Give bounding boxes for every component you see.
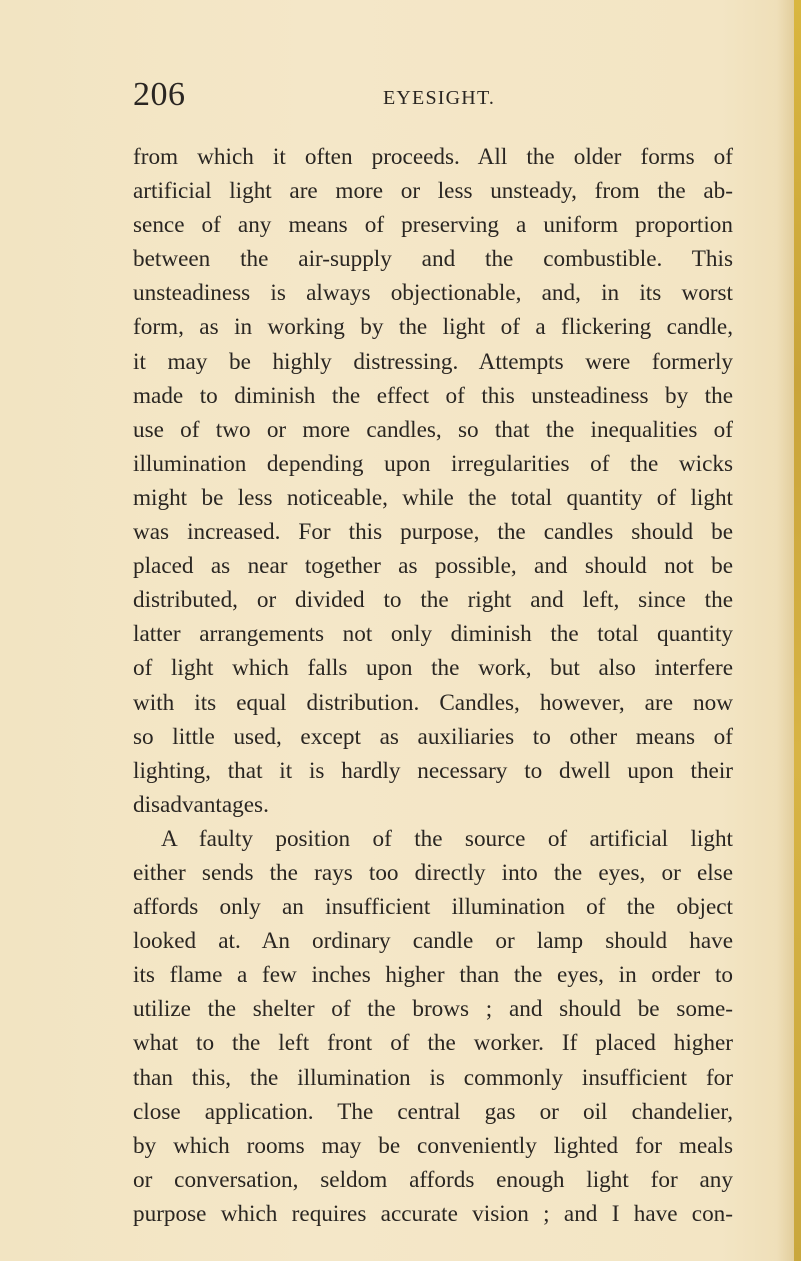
- text-line: might be less noticeable, while the total quantity of light: [133, 484, 733, 511]
- text-line: between the air-supply and the combustible. This: [133, 246, 733, 273]
- text-line: latter arrangements not only diminish the total quantity: [133, 621, 733, 648]
- text-line: of light which falls upon the work, but also interfere: [133, 655, 733, 682]
- text-line: form, as in working by the light of a flickering candle,: [133, 314, 733, 341]
- text-line: artificial light are more or less unsteady, from the ab-: [133, 178, 733, 205]
- text-line: close application. The central gas or oil chandelier,: [133, 1098, 733, 1125]
- text-line: purpose which requires accurate vision ; and I have con-: [133, 1200, 733, 1227]
- text-line: what to the left front of the worker. If placed higher: [133, 1030, 733, 1057]
- text-line: use of two or more candles, so that the inequalities of: [133, 416, 733, 443]
- paragraph-end-line: disadvantages.: [133, 791, 269, 818]
- body-text: [133, 140, 733, 1231]
- text-line: either sends the rays too directly into the eyes, or else: [133, 859, 733, 886]
- text-line: made to diminish the effect of this unsteadiness by the: [133, 382, 733, 409]
- text-line: looked at. An ordinary candle or lamp should have: [133, 928, 733, 955]
- text-line: was increased. For this purpose, the candles should be: [133, 519, 733, 546]
- text-line: its flame a few inches higher than the eyes, in order to: [133, 962, 733, 989]
- text-line: by which rooms may be conveniently lighted for meals: [133, 1132, 733, 1159]
- page-number: 206: [133, 76, 186, 113]
- running-title: EYESIGHT.: [383, 87, 496, 109]
- paragraph-start-line: A faulty position of the source of artificial light: [161, 825, 733, 852]
- text-line: placed as near together as possible, and should not be: [133, 553, 733, 580]
- text-line: or conversation, seldom affords enough light for any: [133, 1166, 733, 1193]
- page-edge: [794, 0, 801, 1261]
- text-line: affords only an insufficient illumination of the object: [133, 894, 733, 921]
- text-line: it may be highly distressing. Attempts were formerly: [133, 348, 733, 375]
- text-line: so little used, except as auxiliaries to other means of: [133, 723, 733, 750]
- text-line: with its equal distribution. Candles, however, are now: [133, 689, 733, 716]
- page-header: [133, 78, 733, 118]
- text-line: from which it often proceeds. All the older forms of: [133, 144, 733, 170]
- text-line: than this, the illumination is commonly insufficient for: [133, 1064, 733, 1091]
- text-line: utilize the shelter of the brows ; and should be some-: [133, 996, 733, 1023]
- text-line: lighting, that it is hardly necessary to dwell upon their: [133, 757, 733, 784]
- text-line: sence of any means of preserving a uniform proportion: [133, 212, 733, 239]
- text-line: unsteadiness is always objectionable, and, in its worst: [133, 280, 733, 307]
- text-line: illumination depending upon irregularities of the wicks: [133, 450, 733, 477]
- text-line: distributed, or divided to the right and left, since the: [133, 587, 733, 614]
